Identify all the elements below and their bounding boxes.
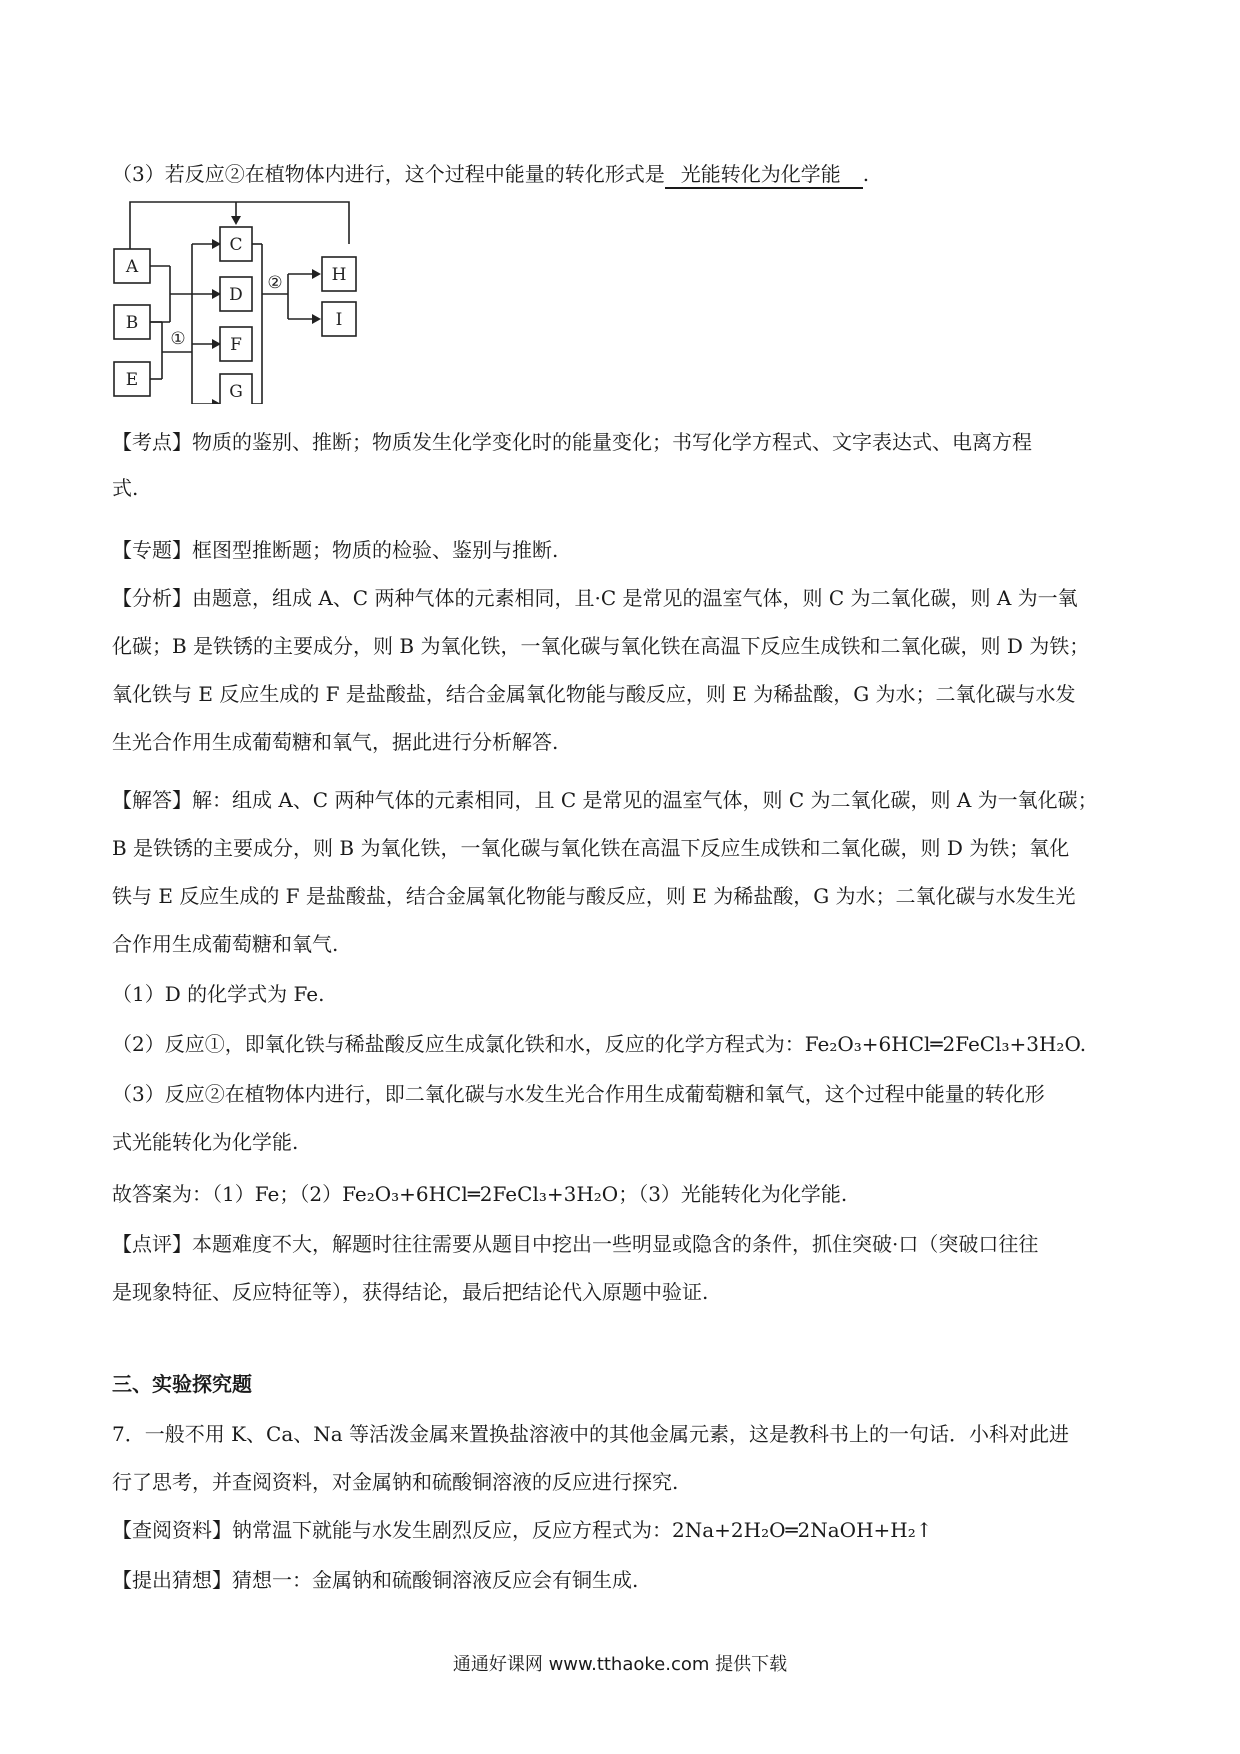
solution-3-line-2: 式光能转化为化学能. xyxy=(112,1130,299,1154)
dianping-tag: 【点评】 xyxy=(112,1232,192,1256)
kaodian-text-1: 物质的鉴别、推断；物质发生化学变化时的能量变化；书写化学方程式、文字表达式、电离方程 xyxy=(192,430,1032,454)
fenxi-tag: 【分析】 xyxy=(112,586,192,610)
chayue-equation: 2Na+2H₂O═2NaOH+H₂↑ xyxy=(672,1518,933,1542)
zhuanti-tag: 【专题】 xyxy=(112,538,192,562)
fenxi-line-3: 氧化铁与 E 反应生成的 F 是盐酸盐，结合金属氧化物能与酸反应，则 E 为稀盐酸，G 为水；二氧化碳与水发 xyxy=(112,682,1076,706)
chayue-text: 钠常温下就能与水发生剧烈反应，反应方程式为： xyxy=(232,1518,672,1542)
box-c-label: C xyxy=(229,235,243,255)
caixiang-line xyxy=(112,1566,638,1594)
solution-3-line-1: （3）反应②在植物体内进行，即二氧化碳与水发生光合作用生成葡萄糖和氧气，这个过程中能量的转化形 xyxy=(112,1082,1045,1106)
arrowhead-h xyxy=(312,269,321,279)
kaodian-line-1 xyxy=(112,428,1032,456)
reaction-1-label: ① xyxy=(170,329,186,349)
jieda-line-3: 铁与 E 反应生成的 F 是盐酸盐，结合金属氧化物能与酸反应，则 E 为稀盐酸，G 为水；二氧化碳与水发生光 xyxy=(112,884,1076,908)
page-footer: 通通好课网 www.tthaoke.com 提供下载 xyxy=(452,1654,788,1675)
arrowhead-c-top xyxy=(231,216,241,225)
jieda-line-4: 合作用生成葡萄糖和氧气. xyxy=(112,932,339,956)
jieda-tag: 【解答】 xyxy=(112,788,192,812)
dianping-text-1: 本题难度不大，解题时往往需要从题目中挖出一些明显或隐含的条件，抓住突破·口（突破口往往 xyxy=(192,1232,1039,1256)
question-7-line-1: 7．一般不用 K、Ca、Na 等活泼金属来置换盐溶液中的其他金属元素，这是教科书上的一句话．小科对此进 xyxy=(112,1422,1070,1446)
jieda-text-1: 解：组成 A、C 两种气体的元素相同，且 C 是常见的温室气体，则 C 为二氧化碳，则 A 为一氧化碳； xyxy=(192,788,1098,812)
fenxi-line-2: 化碳；B 是铁锈的主要成分，则 B 为氧化铁，一氧化碳与氧化铁在高温下反应生成铁和二氧化碳，则 D 为铁； xyxy=(112,634,1090,658)
caixiang-tag: 【提出猜想】 xyxy=(112,1568,232,1592)
flow-diagram xyxy=(112,194,412,404)
box-e-label: E xyxy=(125,370,139,390)
dianping-line-1 xyxy=(112,1230,1038,1258)
question-7-line-2: 行了思考，并查阅资料，对金属钠和硫酸铜溶液的反应进行探究. xyxy=(112,1470,679,1494)
kaodian-tag: 【考点】 xyxy=(112,430,192,454)
caixiang-text: 猜想一：金属钠和硫酸铜溶液反应会有铜生成. xyxy=(232,1568,639,1592)
answer-summary-suffix: ；（3）光能转化为化学能. xyxy=(618,1182,848,1206)
answer-summary-equation: Fe₂O₃+6HCl═2FeCl₃+3H₂O xyxy=(342,1182,619,1206)
kaodian-line-2: 式. xyxy=(112,476,139,500)
solution-2 xyxy=(112,1030,1086,1058)
answer-summary xyxy=(112,1180,847,1208)
fenxi-line-1 xyxy=(112,584,1078,612)
solution-2-prefix: （2）反应①，即氧化铁与稀盐酸反应生成氯化铁和水，反应的化学方程式为： xyxy=(112,1032,805,1056)
question-3-answer: 光能转化为化学能 xyxy=(665,161,863,189)
section-3-heading: 三、实验探究题 xyxy=(112,1372,252,1396)
jieda-line-2: B 是铁锈的主要成分，则 B 为氧化铁，一氧化碳与氧化铁在高温下反应生成铁和二氧化碳，则 D 为铁；氧化 xyxy=(112,836,1070,860)
box-f-label: F xyxy=(230,335,242,355)
solution-2-equation: Fe₂O₃+6HCl═2FeCl₃+3H₂O xyxy=(804,1032,1080,1056)
fenxi-text-1: 由题意，组成 A、C 两种气体的元素相同，且·C 是常见的温室气体，则 C 为二氧化碳，则 A 为一氧 xyxy=(192,586,1078,610)
zhuanti-text: 框图型推断题；物质的检验、鉴别与推断. xyxy=(192,538,559,562)
question-3-prefix: （3）若反应②在植物体内进行，这个过程中能量的转化形式是 xyxy=(112,162,665,186)
zhuanti-line xyxy=(112,536,558,564)
jieda-line-1 xyxy=(112,786,1098,814)
reaction-2-label: ② xyxy=(267,273,283,293)
box-d-label: D xyxy=(229,285,243,305)
arrowhead-i xyxy=(312,314,321,324)
question-3-suffix: . xyxy=(862,162,870,186)
answer-summary-prefix: 故答案为：（1）Fe；（2） xyxy=(112,1182,343,1206)
dianping-line-2: 是现象特征、反应特征等），获得结论，最后把结论代入原题中验证. xyxy=(112,1280,709,1304)
box-b-label: B xyxy=(125,313,139,333)
solution-1: （1）D 的化学式为 Fe. xyxy=(112,982,325,1006)
solution-2-suffix: . xyxy=(1079,1032,1087,1056)
chayue-line xyxy=(112,1516,933,1544)
box-h-label: H xyxy=(331,265,347,285)
box-a-label: A xyxy=(125,257,139,277)
box-g-label: G xyxy=(229,382,243,402)
fenxi-line-4: 生光合作用生成葡萄糖和氧气，据此进行分析解答. xyxy=(112,730,559,754)
chayue-tag: 【查阅资料】 xyxy=(112,1518,232,1542)
box-i-label: I xyxy=(335,310,343,330)
question-3-line xyxy=(112,160,869,189)
